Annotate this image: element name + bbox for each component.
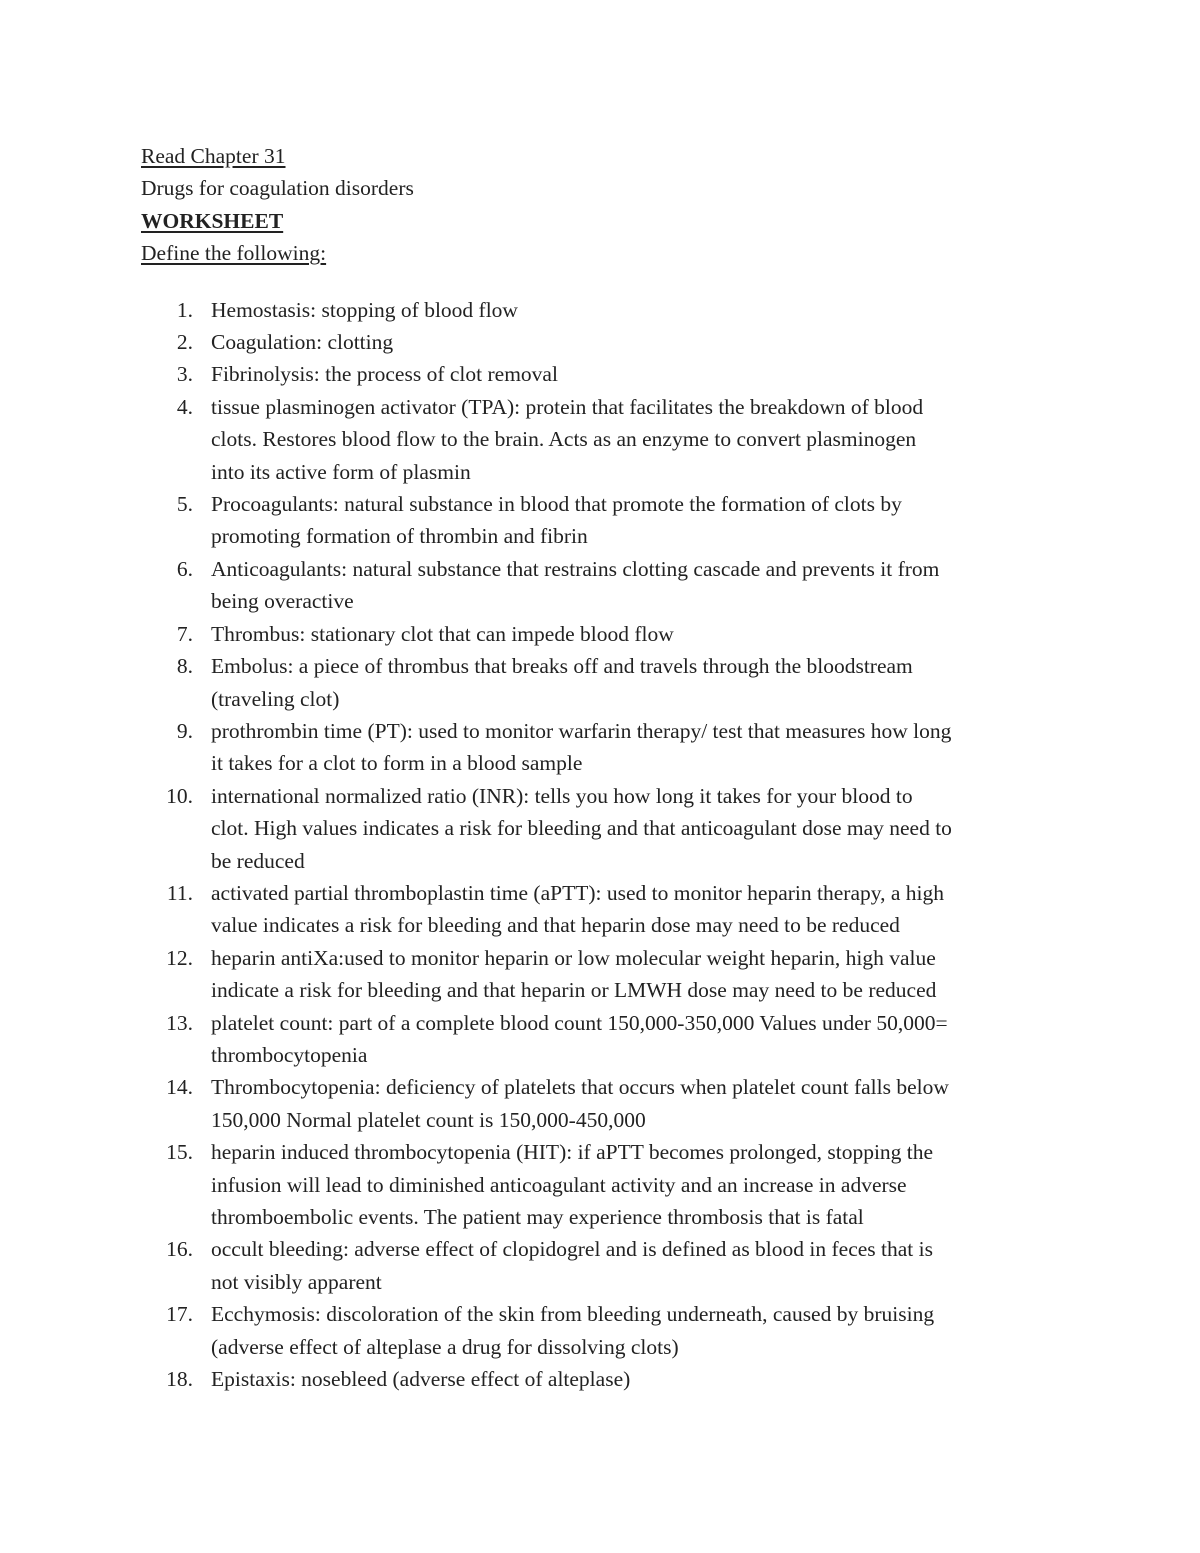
list-item-text-line: Hemostasis: stopping of blood flow bbox=[211, 297, 518, 322]
list-item bbox=[141, 294, 1071, 326]
list-item-text-line: it takes for a clot to form in a blood sample bbox=[211, 751, 583, 776]
list-item-text-line: not visibly apparent bbox=[211, 1269, 382, 1294]
list-item-text-line: be reduced bbox=[211, 848, 305, 873]
list-item-text-line: being overactive bbox=[211, 589, 354, 614]
list-item bbox=[141, 1233, 1071, 1298]
list-item-text-line: heparin antiXa:used to monitor heparin or low molecular weight heparin, high value bbox=[211, 945, 936, 970]
list-item-number: 6. bbox=[176, 556, 193, 581]
list-item-number: 12. bbox=[166, 945, 193, 970]
list-item bbox=[141, 942, 1071, 1007]
document-subtitle: Drugs for coagulation disorders bbox=[141, 176, 414, 201]
definition-list bbox=[141, 294, 1071, 1396]
chapter-heading: Read Chapter 31 bbox=[141, 144, 286, 168]
list-item-number: 17. bbox=[166, 1302, 193, 1327]
worksheet-title: WORKSHEET bbox=[141, 208, 284, 233]
list-item-text-line: international normalized ratio (INR): tells you how long it takes for your blood to bbox=[211, 783, 913, 808]
list-item-text-line: Coagulation: clotting bbox=[211, 330, 394, 355]
list-item bbox=[141, 488, 1071, 553]
list-item-text-line: thrombocytopenia bbox=[211, 1042, 368, 1067]
list-item-number: 10. bbox=[166, 783, 193, 808]
list-item-number: 15. bbox=[166, 1140, 193, 1165]
list-item-text-line: (adverse effect of alteplase a drug for dissolving clots) bbox=[211, 1334, 679, 1359]
list-item-number: 13. bbox=[166, 1010, 193, 1035]
list-item-text-line: Ecchymosis: discoloration of the skin from bleeding underneath, caused by bruising bbox=[211, 1302, 935, 1327]
list-item-number: 16. bbox=[166, 1237, 193, 1262]
list-item bbox=[141, 780, 1071, 877]
list-item-number: 1. bbox=[176, 297, 193, 322]
list-item bbox=[141, 358, 1071, 390]
list-item-text-line: Fibrinolysis: the process of clot removal bbox=[211, 362, 558, 387]
list-item bbox=[141, 1136, 1071, 1233]
list-item bbox=[141, 1363, 1071, 1395]
list-item-text-line: promoting formation of thrombin and fibrin bbox=[211, 524, 588, 549]
list-item-number: 11. bbox=[166, 880, 193, 905]
list-item-text-line: thromboembolic events. The patient may experience thrombosis that is fatal bbox=[211, 1205, 864, 1229]
list-item-text-line: activated partial thromboplastin time (aPTT): used to monitor heparin therapy, a high bbox=[211, 880, 944, 905]
list-item-number: 8. bbox=[176, 654, 193, 679]
list-item-text-line: 150,000 Normal platelet count is 150,000-450,000 bbox=[211, 1107, 646, 1132]
list-item-text-line: prothrombin time (PT): used to monitor warfarin therapy/ test that measures how long bbox=[211, 718, 952, 743]
list-item-text-line: value indicates a risk for bleeding and that heparin dose may need to be reduced bbox=[211, 913, 900, 938]
list-item bbox=[141, 618, 1071, 650]
list-item bbox=[141, 553, 1071, 618]
list-item bbox=[141, 715, 1071, 780]
list-item-text-line: clot. High values indicates a risk for bleeding and that anticoagulant dose may need to bbox=[211, 816, 952, 841]
list-item-text-line: Epistaxis: nosebleed (adverse effect of alteplase) bbox=[211, 1367, 631, 1392]
list-item-text-line: into its active form of plasmin bbox=[211, 459, 471, 484]
list-item-text-line: clots. Restores blood flow to the brain. Acts as an enzyme to convert plasminogen bbox=[211, 427, 917, 452]
list-item-text-line: indicate a risk for bleeding and that heparin or LMWH dose may need to be reduced bbox=[211, 978, 937, 1003]
list-item bbox=[141, 1007, 1071, 1072]
list-item-text-line: platelet count: part of a complete blood count 150,000-350,000 Values under 50,000= bbox=[211, 1010, 948, 1035]
instructions: Define the following: bbox=[141, 241, 327, 266]
list-item-text-line: infusion will lead to diminished anticoagulant activity and an increase in adverse bbox=[211, 1172, 907, 1197]
list-item-text-line: Embolus: a piece of thrombus that breaks off and travels through the bloodstream bbox=[211, 654, 913, 679]
list-item-number: 2. bbox=[176, 330, 193, 355]
list-item-number: 18. bbox=[166, 1367, 193, 1392]
list-item-number: 5. bbox=[176, 492, 193, 517]
list-item bbox=[141, 1298, 1071, 1363]
list-item-number: 4. bbox=[176, 394, 193, 419]
list-item bbox=[141, 326, 1071, 358]
list-item bbox=[141, 391, 1071, 488]
list-item-number: 9. bbox=[176, 718, 193, 743]
list-item bbox=[141, 650, 1071, 715]
list-item-text-line: occult bleeding: adverse effect of clopidogrel and is defined as blood in feces that is bbox=[211, 1237, 933, 1262]
list-item bbox=[141, 1071, 1071, 1136]
list-item-number: 14. bbox=[166, 1075, 193, 1100]
list-item bbox=[141, 877, 1071, 942]
list-item-text-line: (traveling clot) bbox=[211, 686, 340, 711]
list-item-number: 7. bbox=[176, 621, 193, 646]
list-item-text-line: Thrombocytopenia: deficiency of platelets that occurs when platelet count falls below bbox=[211, 1075, 949, 1100]
list-item-text-line: Procoagulants: natural substance in blood that promote the formation of clots by bbox=[211, 492, 902, 517]
list-item-text-line: Thrombus: stationary clot that can impede blood flow bbox=[211, 621, 674, 646]
list-item-text-line: tissue plasminogen activator (TPA): protein that facilitates the breakdown of blood bbox=[211, 394, 924, 419]
list-item-text-line: heparin induced thrombocytopenia (HIT): if aPTT becomes prolonged, stopping the bbox=[211, 1140, 934, 1165]
list-item-text-line: Anticoagulants: natural substance that restrains clotting cascade and prevents it from bbox=[211, 556, 940, 581]
list-item-number: 3. bbox=[176, 362, 193, 387]
document-content bbox=[141, 140, 1071, 1395]
